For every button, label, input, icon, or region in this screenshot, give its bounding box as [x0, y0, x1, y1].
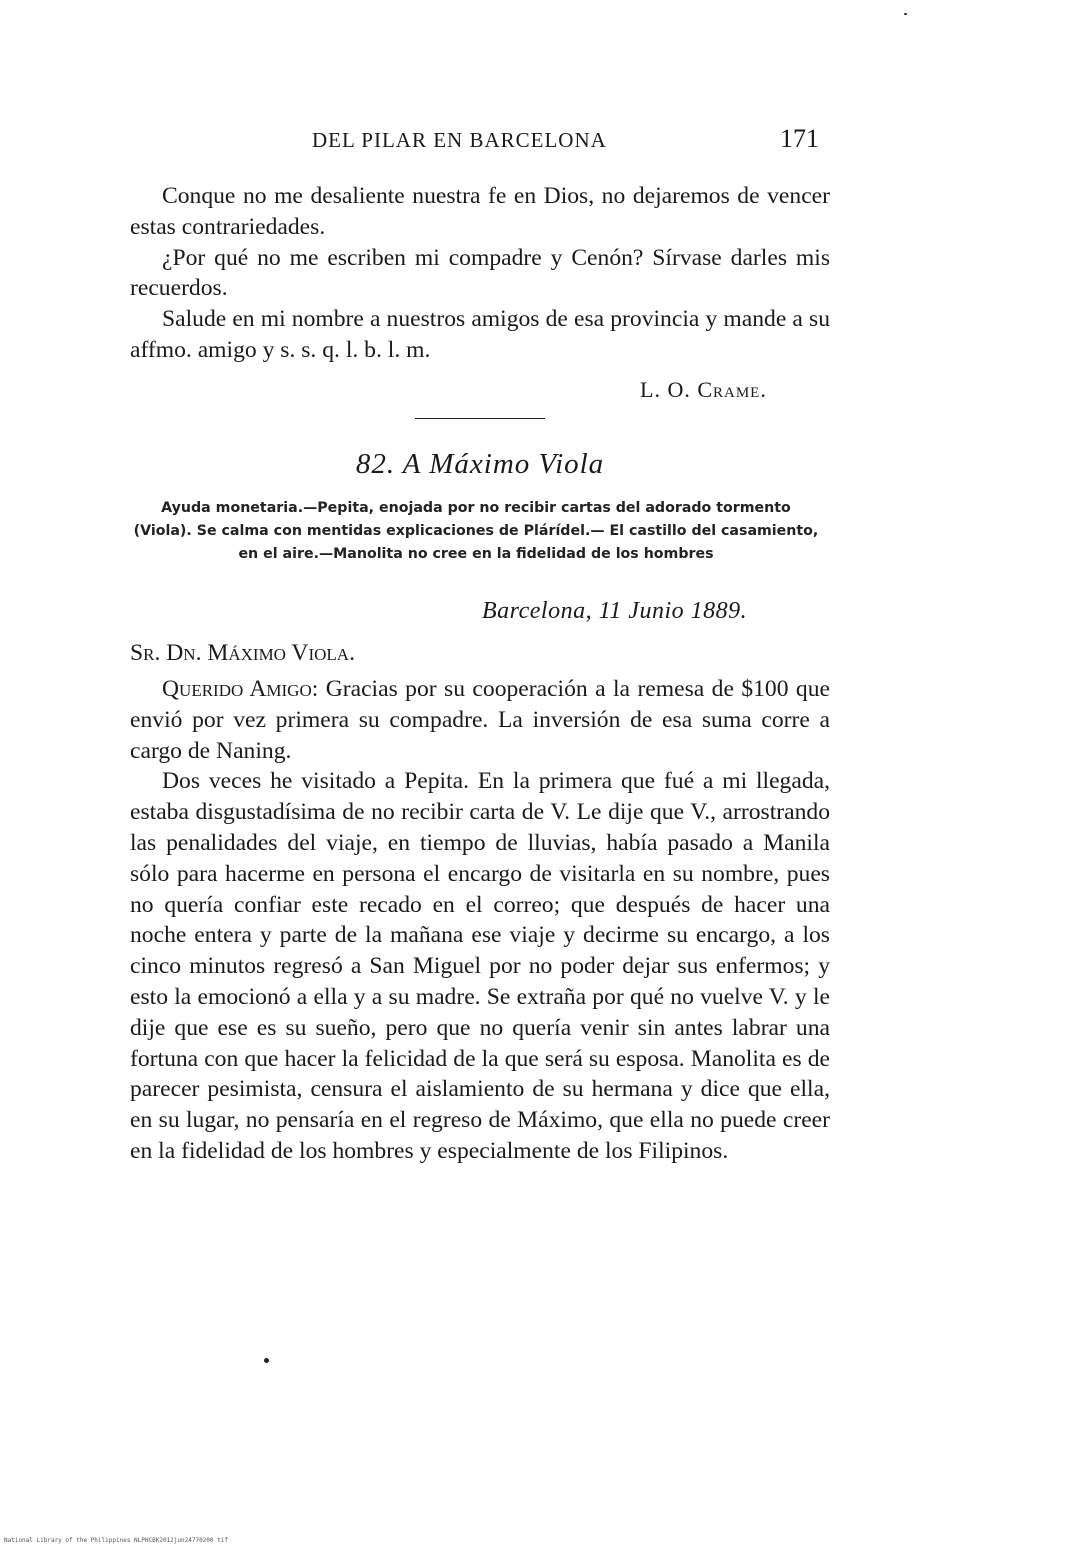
salutation: Querido Amigo:	[162, 676, 319, 702]
scan-stamp: National Library of the Philippines NLPHCBK2012jun24770200 tif	[4, 1537, 228, 1544]
paragraph: Conque no me desaliente nuestra fe en Dios, no dejaremos de vencer estas contrariedades.	[130, 183, 830, 240]
letter-title: 82. A Máximo Viola	[355, 448, 605, 480]
paragraph: Dos veces he visitado a Pepita. En la primera que fué a mi llegada, estaba disgustadísima de no recibir carta de V. Le dije que V., arrostrando las penalidades del viaje, en tiempo de lluvias, había pasado a Manila sólo para hacerme en persona el encargo de visitarla en su nombre, pues no quería confiar este recado en el correo; que después de hacer una noche entera y parte de la mañana ese viaje y decirme su encargo, a los cinco minutos regresó a San Miguel por no poder dejar sus enfermos; y esto la emocionó a ella y a su madre. Se extraña por qué no vuelve V. y le dije que ese es su sueño, pero que no quería venir sin antes labrar una fortuna con que hacer la felicidad de la que será su esposa. Manolita es de parecer pesimista, censura el aislamiento de su hermana y dice que ella, en su lugar, no pensaría en el regreso de Máximo, que ella no puede creer en la fidelidad de los hombres y especialmente de los Filipinos.	[130, 768, 830, 1164]
signature: L. O. Crame.	[640, 377, 767, 402]
paragraph-text: Gracias por su cooperación a la remesa de $100 que envió por vez primera su compadre. La inversión de esa suma corre a cargo de Naning.	[130, 676, 830, 764]
ink-speck	[264, 1358, 269, 1363]
paragraph: ¿Por qué no me escriben mi compadre y Cenón? Sírvase darles mis recuerdos.	[130, 244, 830, 302]
ink-speck	[904, 13, 907, 15]
page-number: 171	[780, 124, 819, 153]
letter-date: Barcelona, 11 Junio 1889.	[482, 598, 748, 624]
previous-letter-closing	[130, 181, 830, 366]
paragraph	[130, 674, 830, 766]
paragraph: Salude en mi nombre a nuestros amigos de esa provincia y mande a su affmo. amigo y s. s. q. l. b. l. m.	[130, 306, 830, 363]
letter-summary: Ayuda monetaria.—Pepita, enojada por no recibir cartas del adorado tormento (Viola). Se calma con mentidas explicaciones de Plárídel.— El castillo del casamiento, en el aire.—Manolita no cree en la fidelidad de los hombres	[133, 500, 819, 562]
running-title: DEL PILAR EN BARCELONA	[312, 128, 607, 152]
addressee: Sr. Dn. Máximo Viola.	[130, 640, 355, 666]
letter-body	[130, 674, 830, 1167]
section-divider	[415, 418, 545, 419]
